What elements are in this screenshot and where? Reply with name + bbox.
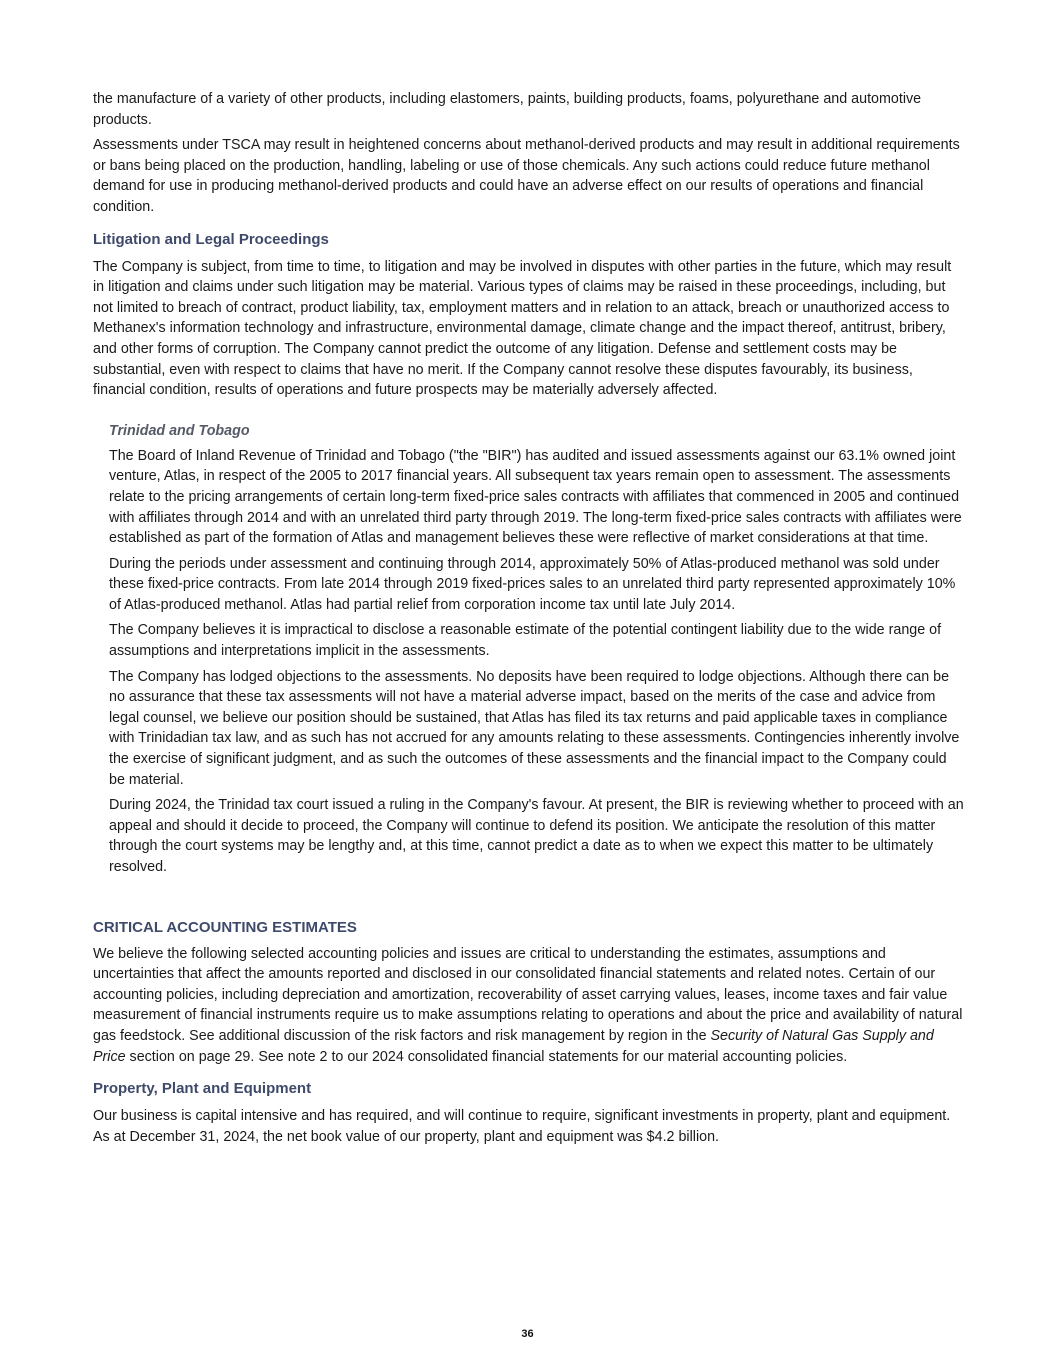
page-number: 36 — [521, 1328, 534, 1340]
heading-critical-accounting: CRITICAL ACCOUNTING ESTIMATES — [93, 918, 357, 936]
paragraph-trinidad-objections: The Company has lodged objections to the assessments. No deposits have been required to lodge objections. Although there can be no assurance that these tax assessments will not have a material adverse impact, based on the merits of the case and advice from legal counsel, we believe our position should be sustained, that Atlas has filed its tax returns and paid applicable taxes in compliance with Trinidadian tax law, and as such has not accrued for any amounts relating to these assessments. Contingencies inherently involve the exercise of significant judgment, and as such the outcomes of these assessments and the financial impact to the Company could be material. — [109, 668, 960, 788]
heading-ppe: Property, Plant and Equipment — [93, 1080, 312, 1098]
paragraph-tsca-assessments: Assessments under TSCA may result in heightened concerns about methanol-derived products and may result in additional requirements or bans being placed on the production, handling, labeling or use of those chemicals. Any such actions could reduce future methanol demand for use in producing methanol-derived products and could have an adverse effect on our results of operations and financial condition. — [93, 137, 960, 215]
paragraph-manufacture: the manufacture of a variety of other products, including elastomers, paints, building products, foams, polyurethane and automotive products. — [93, 91, 922, 128]
paragraph-ppe: Our business is capital intensive and has required, and will continue to require, significant investments in property, plant and equipment. As at December 31, 2024, the net book value of our property, plant and equipment was $4.2 billion. — [93, 1108, 951, 1145]
paragraph-litigation: The Company is subject, from time to time, to litigation and may be involved in disputes with other parties in the future, which may result in litigation and claims under such litigation may be material. Various types of claims may be raised in these proceedings, including, but not limited to breach of contract, product liability, tax, employment matters and in relation to an attack, breach or unauthorized access to Methanex's information technology and infrastructure, environmental damage, climate change and the impact thereof, antitrust, bribery, and other forms of corruption. The Company cannot predict the outcome of any litigation. Defense and settlement costs may be substantial, even with respect to claims that have no merit. If the Company cannot resolve these disputes favourably, its business, financial condition, results of operations and future prospects may be materially adversely affected. — [93, 258, 952, 399]
critical-text-after: section on page 29. See note 2 to our 2024 consolidated financial statements for our material accounting policies. — [125, 1048, 848, 1065]
page-content — [93, 89, 965, 1152]
paragraph-critical-accounting — [93, 944, 965, 1068]
critical-text-italic: Security of Natural Gas Supply and Price — [93, 1027, 934, 1065]
heading-trinidad: Trinidad and Tobago — [109, 422, 250, 439]
critical-text-before: We believe the following selected accounting policies and issues are critical to understanding the estimates, assumptions and uncertainties that affect the amounts reported and disclosed in our consolidated financial statements and related notes. Certain of our accounting policies, including depreciation and amortization, recoverability of asset carrying values, leases, income taxes and fair value measurement of financial instruments require us to make assumptions relating to operations and about the price and availability of natural gas feedstock. See additional discussion of the risk factors and risk management by region in the — [93, 945, 963, 1044]
paragraph-trinidad-estimate: The Company believes it is impractical to disclose a reasonable estimate of the potential contingent liability due to the wide range of assumptions and interpretations implicit in the assessments. — [109, 622, 942, 660]
paragraph-trinidad-ruling: During 2024, the Trinidad tax court issued a ruling in the Company's favour. At present, the BIR is reviewing whether to proceed with an appeal and should it decide to proceed, the Company will continue to defend its position. We anticipate the resolution of this matter through the court systems may be lengthy and, at this time, cannot predict a date as to when we expect this matter to be ultimately resolved. — [109, 797, 964, 875]
section-trinidad — [109, 421, 965, 878]
paragraph-trinidad-periods: During the periods under assessment and continuing through 2014, approximately 50% of Atlas-produced methanol was sold under these fixed-price contracts. From late 2014 through 2019 fixed-prices sales to an unrelated third party represented approximately 10% of Atlas-produced methanol. Atlas had partial relief from corporation income tax until late July 2014. — [109, 555, 956, 613]
heading-litigation: Litigation and Legal Proceedings — [93, 230, 329, 248]
paragraph-trinidad-bir: The Board of Inland Revenue of Trinidad and Tobago ("the "BIR") has audited and issued assessments against our 63.1% owned joint venture, Atlas, in respect of the 2005 to 2017 financial years. All subsequent tax years remain open to assessment. The assessments relate to the pricing arrangements of certain long-term fixed-price sales contracts with affiliates that commenced in 2005 and continued with affiliates through 2014 and with an unrelated third party through 2019. The long-term fixed-price sales contracts with affiliates were established as part of the formation of Atlas and management believes these were reflective of market considerations at that time. — [109, 447, 962, 547]
